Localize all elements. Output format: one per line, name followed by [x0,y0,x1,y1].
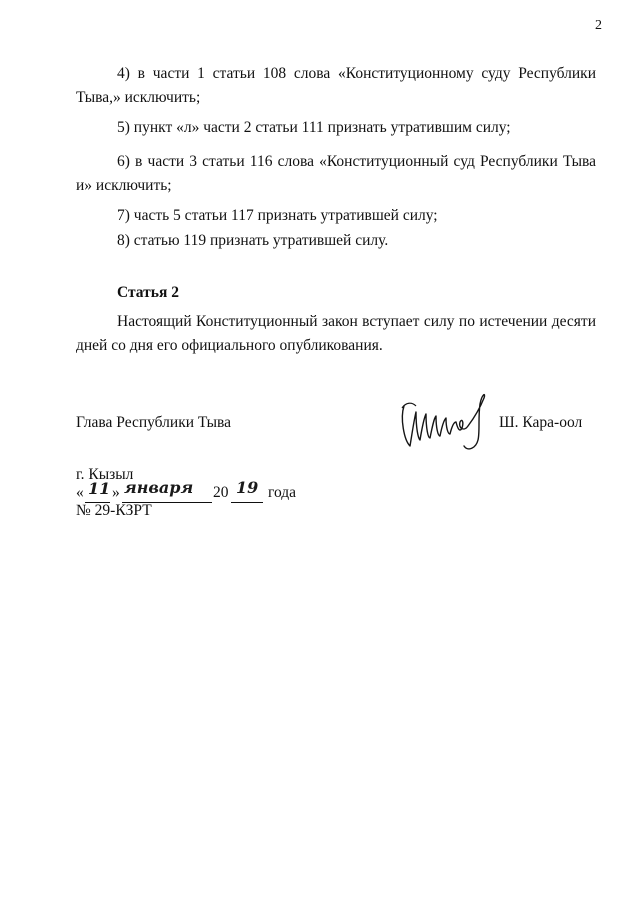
date-month: января [124,478,194,497]
date-close-quote: » [112,484,120,501]
list-item: 6) в части 3 статьи 116 слова «Конституционный суд Республики Тыва и» исключить; [76,153,596,194]
place: г. Кызыл [76,466,134,483]
signer-title: Глава Республики Тыва [76,414,232,431]
date-year-prefix: 20 [213,484,229,501]
date-day: 11 [88,479,111,498]
list-item: 5) пункт «л» части 2 статьи 111 признать утратившим силу; [117,119,511,136]
law-number: № 29-КЗРТ [76,502,152,519]
page-number: 2 [595,18,602,33]
signer-name: Ш. Кара-оол [499,414,583,431]
signature-image [398,388,498,458]
article-text: Настоящий Конституционный закон вступает силу по истечении десяти дней со дня его официального опубликования. [76,313,596,354]
list-item: 8) статью 119 признать утратившей силу. [117,232,389,249]
date-open-quote: « [76,484,84,501]
date-year-suffix: 19 [236,478,259,497]
article-title: Статья 2 [117,284,179,301]
list-item: 4) в части 1 статьи 108 слова «Конституционному суду Республики Тыва,» исключить; [76,65,596,106]
list-item: 7) часть 5 статьи 117 признать утратившей силу; [117,207,438,224]
date-year-word: года [268,484,297,501]
